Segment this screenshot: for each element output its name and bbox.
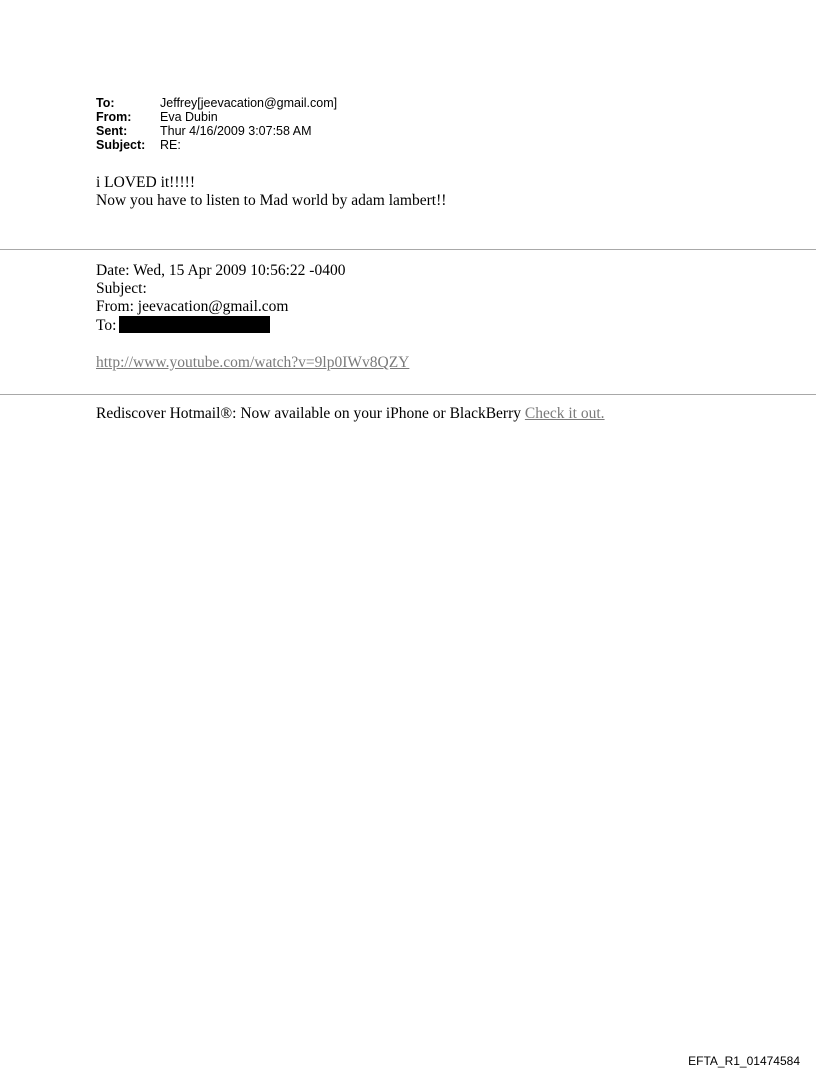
- quoted-subject: Subject:: [96, 280, 147, 297]
- quoted-to-label: To:: [96, 317, 117, 334]
- quoted-message: [96, 262, 345, 334]
- header-subject-row: [96, 138, 337, 152]
- header-sent-row: [96, 124, 337, 138]
- quoted-from: From: jeevacation@gmail.com: [96, 298, 289, 315]
- quoted-date: Date: Wed, 15 Apr 2009 10:56:22 -0400: [96, 262, 346, 279]
- subject-label: Subject:: [96, 138, 146, 152]
- from-value: Eva Dubin: [160, 110, 218, 124]
- footer-promo: [96, 405, 605, 423]
- to-label: To:: [96, 96, 115, 110]
- email-header: [96, 96, 337, 152]
- check-it-out-link[interactable]: Check it out.: [524, 405, 605, 422]
- youtube-link[interactable]: http://www.youtube.com/watch?v=9lp0IWv8QZY: [96, 354, 410, 371]
- redaction-box: [119, 316, 270, 333]
- subject-value: RE:: [160, 138, 181, 152]
- sent-value: Thur 4/16/2009 3:07:58 AM: [160, 124, 312, 138]
- message-body: [96, 174, 446, 210]
- promo-text: Rediscover Hotmail®: Now available on your iPhone or BlackBerry: [96, 405, 522, 422]
- sent-label: Sent:: [96, 124, 128, 138]
- message-line-2: Now you have to listen to Mad world by adam lambert!!: [96, 192, 447, 209]
- message-line-1: i LOVED it!!!!!: [96, 174, 195, 191]
- quoted-to-row: [96, 316, 345, 334]
- quoted-url-row: [96, 354, 409, 372]
- document-id: EFTA_R1_01474584: [688, 1054, 800, 1068]
- to-value: Jeffrey[jeevacation@gmail.com]: [160, 96, 338, 110]
- divider-bottom: [0, 394, 816, 395]
- divider-top: [0, 249, 816, 250]
- from-label: From:: [96, 110, 132, 124]
- header-to-row: [96, 96, 337, 110]
- header-from-row: [96, 110, 337, 124]
